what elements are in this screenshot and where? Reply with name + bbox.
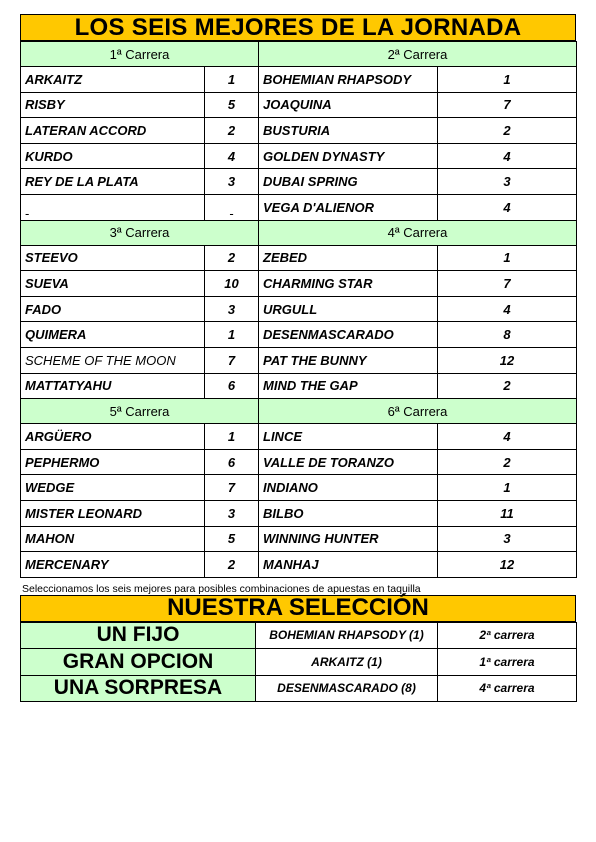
selection-row	[21, 649, 577, 676]
horse-name: JOAQUINA	[259, 92, 438, 118]
horse-name: SUEVA	[21, 271, 205, 297]
table-row	[21, 67, 577, 93]
horse-name: URGULL	[259, 296, 438, 322]
table-row	[21, 194, 577, 220]
horse-number: 2	[205, 245, 259, 271]
horse-number: 4	[438, 296, 577, 322]
horse-name: BOHEMIAN RHAPSODY	[259, 67, 438, 93]
horse-number: 8	[438, 322, 577, 348]
horse-name: ZEBED	[259, 245, 438, 271]
horse-number: 4	[438, 424, 577, 450]
selection-row	[21, 622, 577, 649]
horse-number: 1	[205, 67, 259, 93]
horse-name: KURDO	[21, 143, 205, 169]
selection-pick: BOHEMIAN RHAPSODY (1)	[256, 622, 438, 649]
horse-number: 1	[205, 424, 259, 450]
race-header-row	[21, 42, 577, 67]
horse-number: 4	[205, 143, 259, 169]
horse-name: MATTATYAHU	[21, 373, 205, 399]
horse-name: VALLE DE TORANZO	[259, 449, 438, 475]
race-header: 3ª Carrera	[21, 220, 259, 245]
horse-name: GOLDEN DYNASTY	[259, 143, 438, 169]
horse-number: 2	[205, 552, 259, 578]
horse-number: 5	[205, 526, 259, 552]
table-row	[21, 271, 577, 297]
table-row	[21, 347, 577, 373]
horse-number: 3	[205, 169, 259, 195]
horse-name: WEDGE	[21, 475, 205, 501]
horse-number: 7	[205, 475, 259, 501]
table-row	[21, 143, 577, 169]
table-row	[21, 552, 577, 578]
horse-number: 2	[438, 449, 577, 475]
horse-number: 3	[438, 169, 577, 195]
table-row	[21, 296, 577, 322]
table-row	[21, 373, 577, 399]
horse-name: DESENMASCARADO	[259, 322, 438, 348]
horse-name: MERCENARY	[21, 552, 205, 578]
horse-name: REY DE LA PLATA	[21, 169, 205, 195]
table-row	[21, 118, 577, 144]
horse-name: VEGA D'ALIENOR	[259, 194, 438, 220]
selection-label: UN FIJO	[21, 622, 256, 649]
races-table	[20, 41, 577, 578]
table-row	[21, 475, 577, 501]
horse-name: PEPHERMO	[21, 449, 205, 475]
horse-number: 12	[438, 347, 577, 373]
table-row	[21, 449, 577, 475]
horse-number: 10	[205, 271, 259, 297]
horse-number: 12	[438, 552, 577, 578]
horse-name: RISBY	[21, 92, 205, 118]
horse-number: 5	[205, 92, 259, 118]
horse-number: 11	[438, 500, 577, 526]
selection-pick: DESENMASCARADO (8)	[256, 675, 438, 702]
horse-number: 1	[438, 475, 577, 501]
horse-name: BILBO	[259, 500, 438, 526]
selection-label: UNA SORPRESA	[21, 675, 256, 702]
horse-number: 2	[438, 373, 577, 399]
horse-name: WINNING HUNTER	[259, 526, 438, 552]
horse-name: LINCE	[259, 424, 438, 450]
horse-name: LATERAN ACCORD	[21, 118, 205, 144]
table-row	[21, 92, 577, 118]
horse-number: 2	[205, 118, 259, 144]
horse-number: -	[205, 194, 259, 220]
race-header: 4ª Carrera	[259, 220, 577, 245]
table-row	[21, 169, 577, 195]
horse-name: INDIANO	[259, 475, 438, 501]
horse-name: FADO	[21, 296, 205, 322]
selection-table	[20, 622, 577, 703]
table-row	[21, 526, 577, 552]
selection-race: 1ª carrera	[438, 649, 577, 676]
horse-number: 7	[205, 347, 259, 373]
horse-name: MAHON	[21, 526, 205, 552]
selection-note: Seleccionamos los seis mejores para posibles combinaciones de apuestas en taquilla	[22, 582, 421, 595]
horse-number: 6	[205, 373, 259, 399]
race-header: 5ª Carrera	[21, 399, 259, 424]
horse-number: 3	[205, 296, 259, 322]
horse-number: 7	[438, 92, 577, 118]
race-header-row	[21, 220, 577, 245]
horse-name: BUSTURIA	[259, 118, 438, 144]
horse-name: DUBAI SPRING	[259, 169, 438, 195]
horse-number: 4	[438, 194, 577, 220]
horse-number: 1	[438, 67, 577, 93]
selection-race: 2ª carrera	[438, 622, 577, 649]
horse-name: PAT THE BUNNY	[259, 347, 438, 373]
horse-number: 2	[438, 118, 577, 144]
horse-number: 6	[205, 449, 259, 475]
horse-number: 4	[438, 143, 577, 169]
horse-name: ARGÜERO	[21, 424, 205, 450]
selection-race: 4ª carrera	[438, 675, 577, 702]
page-title: LOS SEIS MEJORES DE LA JORNADA	[20, 14, 576, 41]
selection-title: NUESTRA SELECCIÓN	[20, 595, 576, 622]
horse-name: MIND THE GAP	[259, 373, 438, 399]
horse-name: STEEVO	[21, 245, 205, 271]
selection-label: GRAN OPCION	[21, 649, 256, 676]
horse-number: 3	[205, 500, 259, 526]
horse-number: 1	[438, 245, 577, 271]
horse-name: -	[21, 194, 205, 220]
horse-name: SCHEME OF THE MOON	[21, 347, 205, 373]
race-header: 1ª Carrera	[21, 42, 259, 67]
selection-row	[21, 675, 577, 702]
horse-number: 3	[438, 526, 577, 552]
horse-name: MANHAJ	[259, 552, 438, 578]
horse-name: ARKAITZ	[21, 67, 205, 93]
race-header-row	[21, 399, 577, 424]
horse-name: MISTER LEONARD	[21, 500, 205, 526]
table-row	[21, 245, 577, 271]
racing-sheet	[20, 14, 576, 702]
horse-name: QUIMERA	[21, 322, 205, 348]
races-body	[21, 42, 577, 578]
selection-pick: ARKAITZ (1)	[256, 649, 438, 676]
horse-name: CHARMING STAR	[259, 271, 438, 297]
table-row	[21, 322, 577, 348]
table-row	[21, 500, 577, 526]
table-row	[21, 424, 577, 450]
race-header: 6ª Carrera	[259, 399, 577, 424]
race-header: 2ª Carrera	[259, 42, 577, 67]
horse-number: 1	[205, 322, 259, 348]
horse-number: 7	[438, 271, 577, 297]
